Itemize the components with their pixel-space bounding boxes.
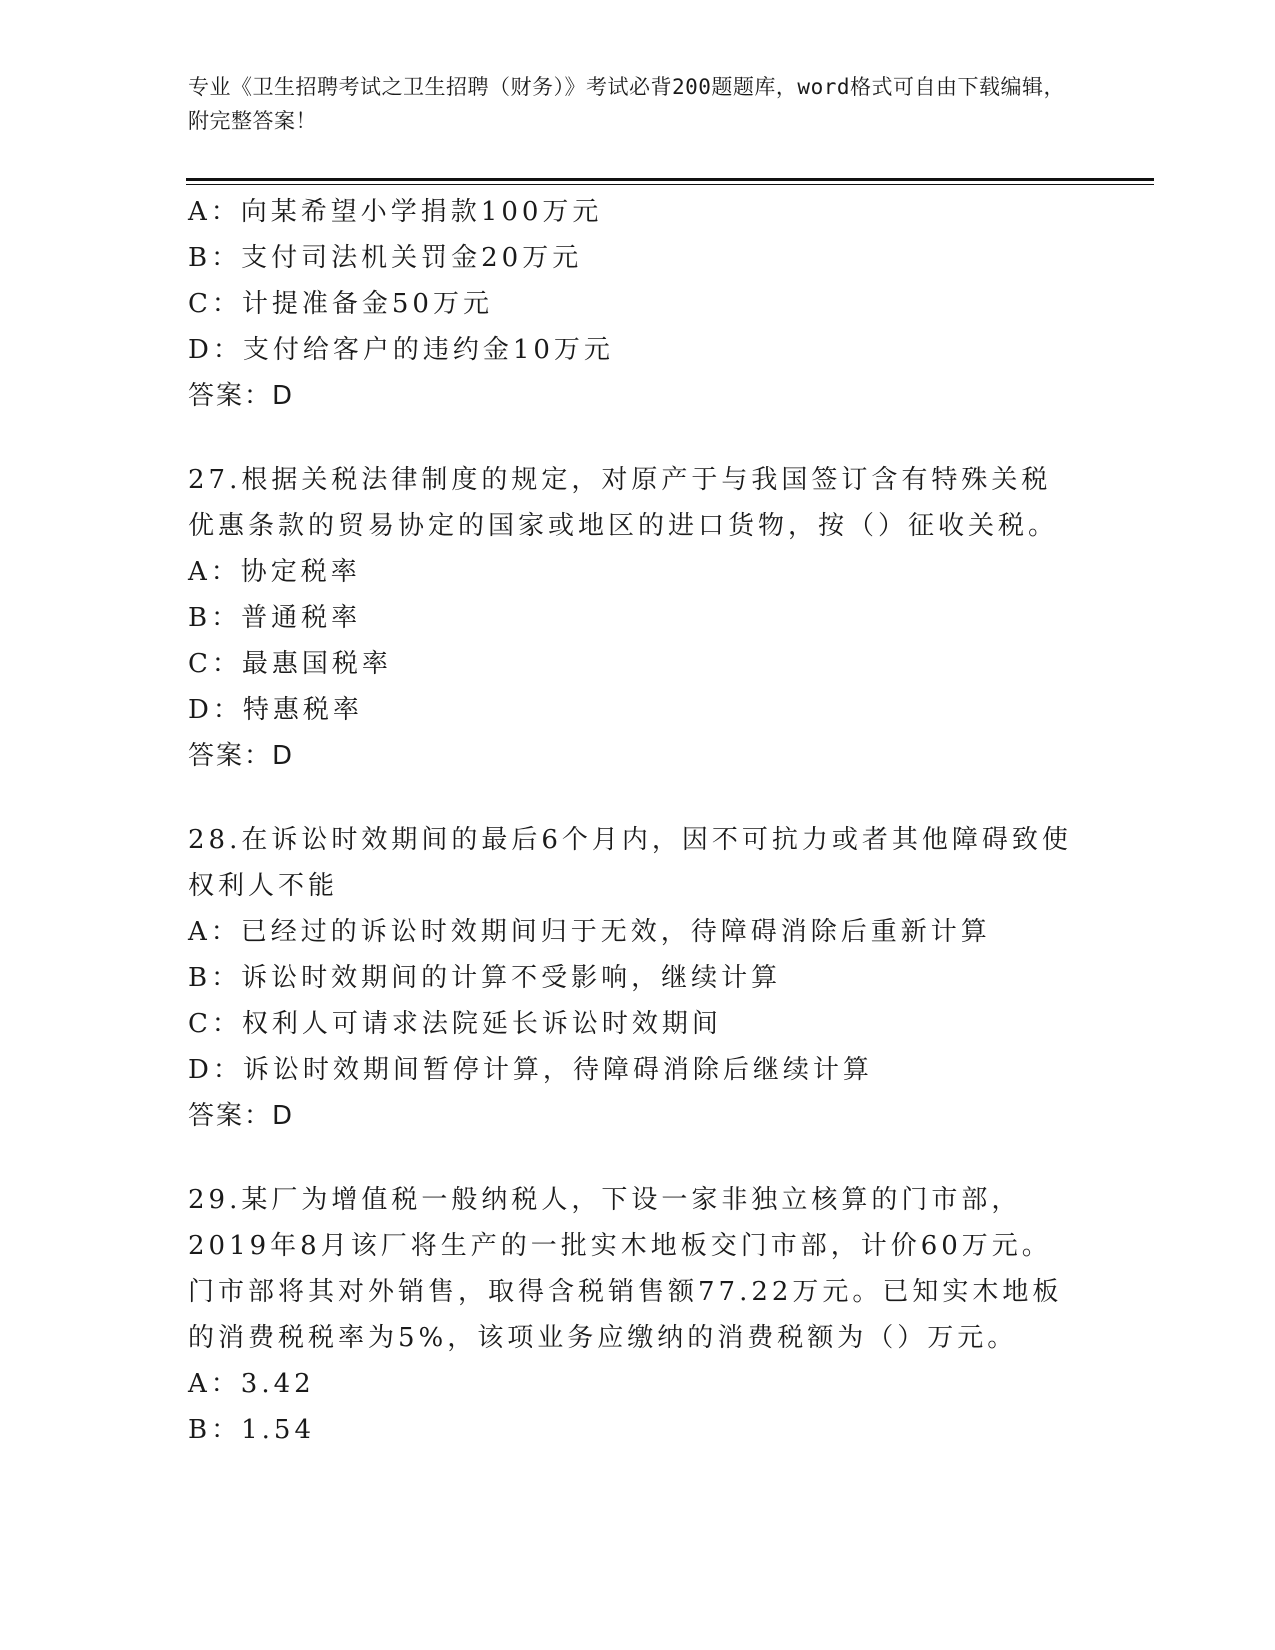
option-a: A：向某希望小学捐款100万元 [188,197,603,227]
option-c: C：计提准备金50万元 [188,289,493,319]
option-b: B：1.54 [188,1415,315,1445]
option-b: B：普通税率 [188,603,362,633]
option-d: D：特惠税率 [188,695,363,725]
question-stem: 29.某厂为增值税一般纳税人，下设一家非独立核算的门市部，2019年8月该厂将生产的一批实木地板交门市部，计价60万元。门市部将其对外销售，取得含税销售额77.22万元。已知实木地板的消费税税率为5%，该项业务应缴纳的消费税额为（）万元。 [188,1185,1063,1353]
question-stem: 27.根据关税法律制度的规定，对原产于与我国签订含有特殊关税优惠条款的贸易协定的国家或地区的进口货物，按（）征收关税。 [188,465,1059,541]
answer-line: 答案：D [188,1101,295,1131]
question-stem: 28.在诉讼时效期间的最后6个月内，因不可抗力或者其他障碍致使权利人不能 [188,825,1072,901]
option-b: B：诉讼时效期间的计算不受影响，继续计算 [188,963,782,993]
option-b: B：支付司法机关罚金20万元 [188,243,583,273]
question-26-block [188,189,1078,419]
option-c: C：最惠国税率 [188,649,392,679]
question-28 [188,817,1078,1139]
document-header: 专业《卫生招聘考试之卫生招聘（财务）》考试必背200题题库，word格式可自由下载编辑，附完整答案！ [188,75,1065,133]
question-content [188,189,1078,1453]
option-d: D：诉讼时效期间暂停计算，待障碍消除后继续计算 [188,1055,873,1085]
question-29 [188,1177,1078,1453]
option-a: A：已经过的诉讼时效期间归于无效，待障碍消除后重新计算 [188,917,991,947]
header-divider-thick [186,178,1154,181]
answer-line: 答案：D [188,741,295,771]
header-divider-thin [186,184,1154,185]
option-c: C：权利人可请求法院延长诉讼时效期间 [188,1009,722,1039]
question-27 [188,457,1078,779]
option-d: D：支付给客户的违约金10万元 [188,335,614,365]
answer-line: 答案：D [188,381,295,411]
option-a: A：协定税率 [188,557,361,587]
option-a: A：3.42 [188,1369,315,1399]
